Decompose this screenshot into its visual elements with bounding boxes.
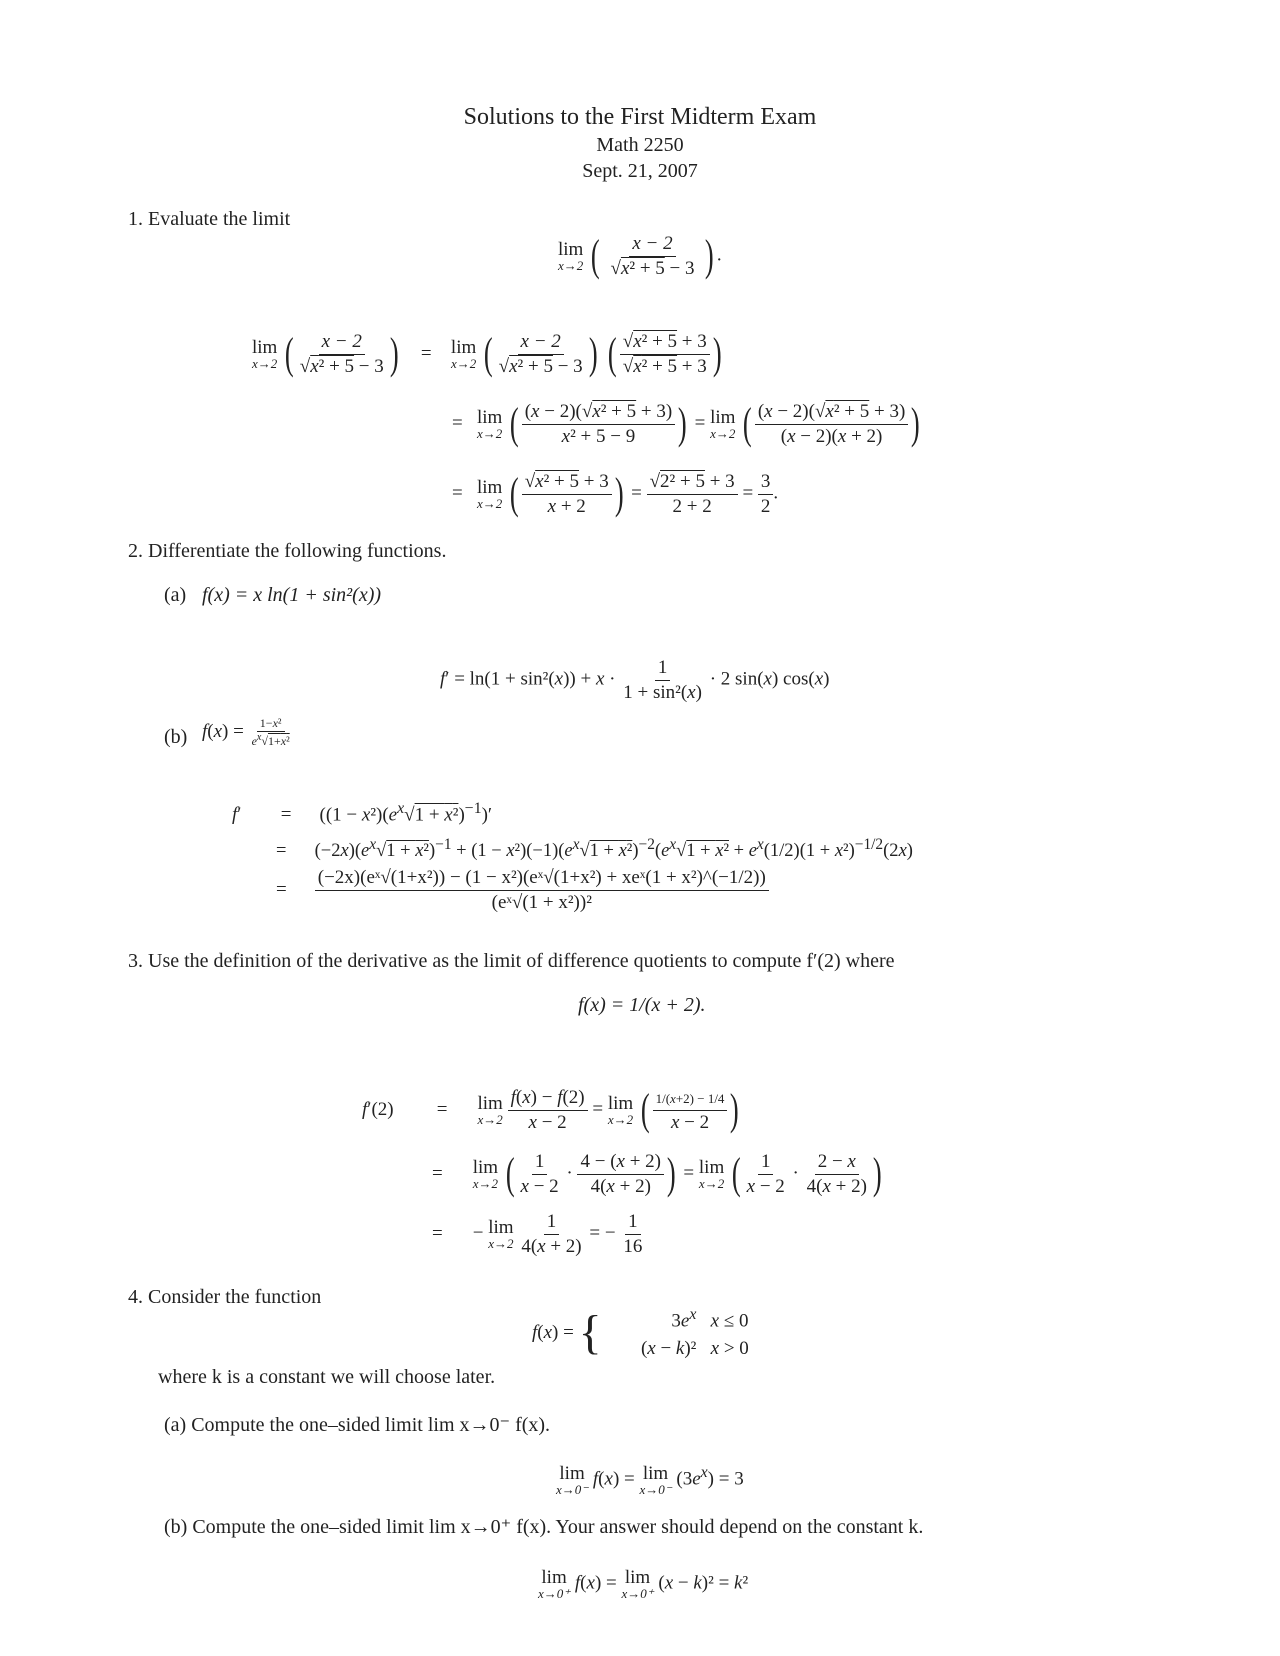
q1-line2: = lim x→2 ( $\frac{\text{(x − 2)(√x² + 5 + 3)}}{\text{x² + 5 − 9}}$ ) = lim x→2 ( $\frac{\text{(x − 2)(√x² + 5 + 3)}}{(x - 2)(x + 2)}$ )	[452, 399, 921, 449]
q4-func: f(x) = { $3e^x$ x ≤ 0 (x − k)² x > 0	[532, 1306, 749, 1360]
q4b-answer: lim x→0⁺ f(x) = lim x→0⁺ (x − k)² = k²	[538, 1567, 749, 1601]
exam-date: Sept. 21, 2007	[582, 160, 698, 182]
q2b-line3-numerator: (−2x)(eˣ√(1+x²)) − (1 − x²)(eˣ√(1+x²) + xeˣ(1 + x²)^(−1/2))	[315, 866, 769, 891]
q3-label: 3. Use the definition of the derivative as the limit of difference quotients to compute f′(2) where	[128, 950, 895, 972]
q4a-answer: lim x→0⁻ f(x) = lim x→0⁻ $(3e^x) = 3$	[556, 1463, 744, 1497]
q3-line2: = lim x→2 ( $\frac{1}{x - 2}$ · $\frac{4 - (x + 2)}{4(x + 2)}$ ) = lim x→2 ( $\frac{1}{x - 2}$ · $\frac{2 - x}{4(x + 2)}$ )	[432, 1149, 882, 1199]
q4-label: 4. Consider the function	[128, 1286, 322, 1308]
q1-statement: lim x→2 ( $\frac{x - 2}{\text{√x² + 5 − 3}}$ ) .	[558, 231, 722, 281]
q2-label: 2. Differentiate the following functions.	[128, 540, 447, 562]
q2b-line3-denominator: (eˣ√(1 + x²))²	[491, 891, 592, 913]
q3-line3: = − lim x→2 $\frac{1}{4(x + 2)}$ = − $\frac{1}{16}$	[432, 1211, 643, 1257]
q2b-line1: $f' = ((1 - x^2)(e^x√1 + x^2)^{-1})'$	[232, 800, 493, 826]
q4-where: where k is a constant we will choose later.	[158, 1366, 496, 1388]
q1-line3: = lim x→2 ( $\frac{\text{√x² + 5 + 3}}{x + 2}$ ) = $\frac{\text{√2² + 5 + 3}}{2 + 2}$ = $\frac{3}{2}$ .	[452, 469, 779, 519]
q4b-label: (b) Compute the one–sided limit lim x→0⁺ f(x). Your answer should depend on the constant k.	[164, 1516, 924, 1538]
q2b-line3: = $\frac{\text{(−2x)(eˣ√(1+x²)) − (1 − x²)(eˣ√(1+x²) + xeˣ(1 + x²)\textasciicircum{}(−1/2))}}{\text{(eˣ√(1 + x²))²}}$	[276, 866, 769, 915]
q2a-func: f(x) = x ln(1 + sin²(x))	[202, 584, 382, 606]
q2a-label: (a)	[164, 584, 187, 606]
q3-func: f(x) = 1/(x + 2).	[578, 994, 706, 1016]
q2b-label: (b)	[164, 726, 188, 748]
page-title: Solutions to the First Midterm Exam	[463, 104, 817, 130]
q2b-line2: = $(-2x)(e^x√1 + x^2)^{-1} + (1 - x^2)(-1)(e^x√1 + x^2)^{-2}(e^x√1 + x^2 + e^x(1/2)(1 + x^2)^{-1/2}(2x)$	[276, 836, 913, 862]
course-name: Math 2250	[596, 134, 684, 156]
q4a-label: (a) Compute the one–sided limit lim x→0⁻ f(x).	[164, 1414, 551, 1436]
q1-label: 1. Evaluate the limit	[128, 208, 291, 230]
q3-line1: f′(2) = lim x→2 $\frac{f(x) - f(2)}{x - 2}$ = lim x→2 ( $\frac{1/(x+2) - 1/4}{x - 2}$ )	[362, 1085, 740, 1135]
q2b-func: f(x) = $\frac{\text{1−x²}}{e^x√1+x^2}$	[202, 716, 290, 748]
q2a-answer: f′ = ln(1 + sin²(x)) + x · $\frac{1}{\text{1 + sin²(x)}}$ · 2 sin(x) cos(x)	[440, 657, 830, 703]
q1-line1: lim x→2 ( $\frac{x - 2}{\text{√x² + 5 − 3}}$ ) = lim x→2 ( $\frac{x - 2}{\text{√x² + 5 − 3}}$ ) ( $\frac{\text{√x² + 5 + 3}}{\text{√x² + 5 + 3}}$ )	[252, 329, 722, 379]
